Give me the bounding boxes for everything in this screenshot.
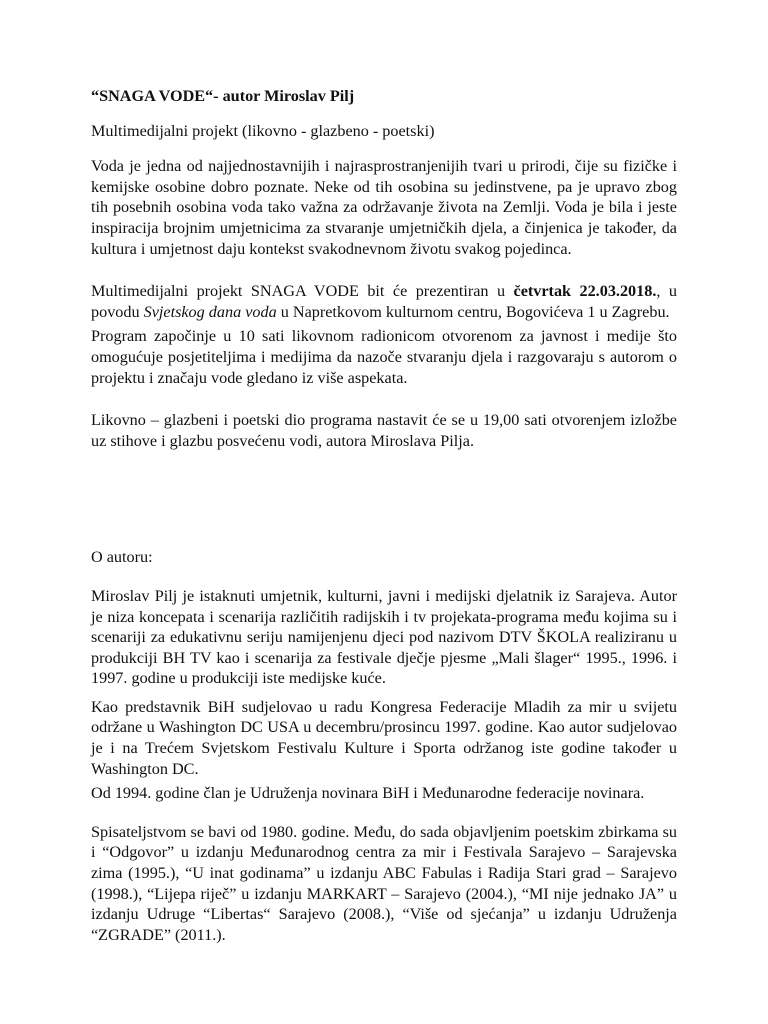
evening-paragraph: Likovno – glazbeni i poetski dio programa nastavit će se u 19,00 sati otvorenjem izložbe uz stihove i glazbu posvećenu vodi, autora Miroslava Pilja.: [91, 411, 677, 450]
document-title: “SNAGA VODE“- autor Miroslav Pilj: [91, 87, 355, 105]
blank-space: [91, 451, 677, 547]
intro-paragraph: Voda je jedna od najjednostavnijih i najrasprostranjenijih tvari u prirodi, čije su fizičke i kemijske osobine dobro poznate. Neke od tih osobina su jedinstvene, pa je upravo zbog tih posebnih osobina voda tako važna za održavanje života na Zemlji. Voda je bila i jeste inspiracija brojnim umjetnicima za stvaranje umjetničkih djela, a činjenica je također, da kultura i umjetnost daju kontekst svakodnevnom životu svakog pojedinca.: [91, 157, 677, 258]
event-text-3: u Napretkovom kulturnom centru, Bogovićeva 1 u Zagrebu.: [276, 302, 670, 321]
event-paragraph: [91, 281, 677, 322]
event-date: četvrtak 22.03.2018.: [513, 282, 657, 301]
bio-paragraph-1: Miroslav Pilj je istaknuti umjetnik, kulturni, javni i medijski djelatnik iz Sarajeva. Autor je niza koncepata i scenarija različitih radijskih i tv projekata-programa među kojima su i scenariji za edukativnu seriju namijenjenu djeci pod nazivom DTV ŠKOLA realiziranu u produkciji BH TV kao i scenarija za festivale dječje pjesme „Mali šlager“ 1995., 1996. i 1997. godine u produkciji iste medijske kuće.: [91, 586, 677, 688]
bio-paragraph-4: Spisateljstvom se bavi od 1980. godine. Među, do sada objavljenim poetskim zbirkama su i “Odgovor” u izdanju Međunarodnog centra za mir i Festivala Sarajevo – Sarajevska zima (1995.), “U inat godinama” u izdanju ABC Fabulas i Radija Stari grad – Sarajevo (1998.), “Lijepa riječ” u izdanju MARKART – Sarajevo (2004.), “MI nije jednako JA” u izdanju Udruge “Libertas“ Sarajevo (2008.), “Više od sjećanja” u izdanju Udruženja “ZGRADE” (2011.).: [91, 822, 677, 944]
program-paragraph: Program započinje u 10 sati likovnom radionicom otvorenom za javnost i medije što omogućuje posjetiteljima i medijima da nazoče stvaranju djela i razgovaraju s autorom o projektu i značaju vode gledano iz više aspekata.: [91, 327, 677, 387]
event-text-1: Multimedijalni projekt SNAGA VODE bit će prezentiran u: [91, 282, 514, 301]
document-page: [91, 86, 677, 945]
event-text-2: , u povodu: [91, 282, 677, 321]
event-occasion: Svjetskog dana voda: [143, 302, 277, 321]
bio-paragraph-3: Od 1994. godine član je Udruženja novinara BiH i Međunarodne federacije novinara.: [91, 784, 645, 803]
document-subtitle: Multimedijalni projekt (likovno - glazbeno - poetski): [91, 121, 435, 140]
bio-paragraph-2: Kao predstavnik BiH sudjelovao u radu Kongresa Federacije Mladih za mir u svijetu održane u Washington DC USA u decembru/prosincu 1997. godine. Kao autor sudjelovao je i na Trećem Svjetskom Festivalu Kulture i Sporta održanog iste godine također u Washington DC.: [91, 697, 677, 778]
about-heading: O autoru:: [91, 548, 153, 567]
